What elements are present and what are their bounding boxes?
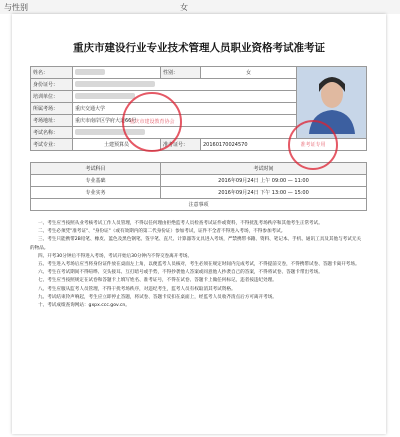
name-value [73, 67, 161, 79]
admission-ticket-sheet [12, 14, 386, 434]
notice-item: 五、考生进入考场后应当将身份证件放在桌面左上角，以便监考人员核对，考生必须在规定时间内完成考试，不得提前交卷，不得携带试卷、答题卡离开考场。 [38, 262, 360, 268]
time-header: 考试时间 [161, 163, 367, 175]
time-cell: 2016年09月24日 下午 13:00 — 15:00 [161, 187, 367, 199]
ticket-seal-stamp [288, 120, 338, 170]
subject-cell: 专业实务 [31, 187, 161, 199]
gender-value: 女 [201, 67, 297, 79]
notice-list [30, 220, 364, 310]
major-label: 考试专业： [31, 139, 73, 151]
notice-item: 三、考生只能携带2B铅笔、橡皮、蓝色及黑色钢笔、签字笔、直尺、计算器等文具进入考场，严禁携带书籍、资料、笔记本、手机、通讯工具及其他与考试无关的物品。 [30, 237, 362, 251]
company-value [73, 91, 297, 103]
page-title: 重庆市建设行业专业技术管理人员职业资格考试准考证 [73, 42, 325, 54]
notice-item: 六、考生在考试期间不得喧哗、交头接耳、互打暗号或手势，不得抄袭他人答案或同意他人抄袭自己的答案，不得将试卷、答题卡带出考场。 [38, 270, 323, 276]
seal-text: 重庆市建设教育协会 [129, 119, 175, 125]
exam-name-value [73, 127, 297, 139]
name-label: 姓名： [31, 67, 73, 79]
notice-item: 十、考试成绩查询网站：gxpx.ccc.gov.cn。 [38, 303, 130, 309]
exam-name-label: 考试名称： [31, 127, 73, 139]
notice-item: 四、开考30分钟后不得进入考场，考试开始后30分钟内不得交卷离开考场。 [38, 253, 193, 259]
top-bar [0, 0, 400, 14]
id-label: 身份证号： [31, 79, 73, 91]
time-cell: 2016年09月24日 上午 09:00 — 11:00 [161, 175, 367, 187]
subject-header: 考试科目 [31, 163, 161, 175]
notice-item: 二、考生必须凭"准考证"、"身份证"（或有效期内的第二代身份证）参加考试，证件不全者不得进入考场，不得参加考试。 [38, 229, 286, 235]
subject-cell: 专业基础 [31, 175, 161, 187]
notice-title: 注意事项 [31, 199, 367, 211]
ticket-value: 20160170024570 [201, 139, 367, 151]
notice-item: 七、考生应当按照规定在试卷和答题卡上填写姓名、准考证号，不得在试卷、答题卡上做任何标记，违者按违纪处理。 [38, 278, 277, 284]
top-bar-left-text: 与性别 [4, 3, 28, 12]
school-value: 重庆交通大学 [73, 103, 297, 115]
seal-text: 准考证专用 [300, 142, 326, 148]
address-label: 考场地址： [31, 115, 73, 127]
top-bar-right-text: 女 [180, 3, 188, 12]
ticket-label: 准考证号： [161, 139, 201, 151]
school-label: 所属考场： [31, 103, 73, 115]
notice-item: 一、考生应当按照从业考核考试工作人员管理，不得以任何理由拒绝监考人员检查考试证件或资料，不得扰乱考场秩序和其他考生正常考试。 [38, 221, 323, 226]
id-value [73, 79, 297, 91]
gender-label: 性别： [161, 67, 201, 79]
association-seal-stamp [122, 92, 182, 152]
major-value: 土建预算员 [73, 139, 161, 151]
notice-item: 八、考生应服从监考人员管理，不得干扰考场秩序，对违纪考生，监考人员有权取消其考试资格。 [38, 286, 236, 292]
notice-item: 九、考试结束铃声响起，考生应立即停止答题，将试卷、答题卡反扣在桌面上，经监考人员收齐清点后方可离开考场。 [38, 294, 277, 300]
address-value: 重庆市南岸区学府大道66号 [73, 115, 297, 127]
company-label: 培训单位： [31, 91, 73, 103]
